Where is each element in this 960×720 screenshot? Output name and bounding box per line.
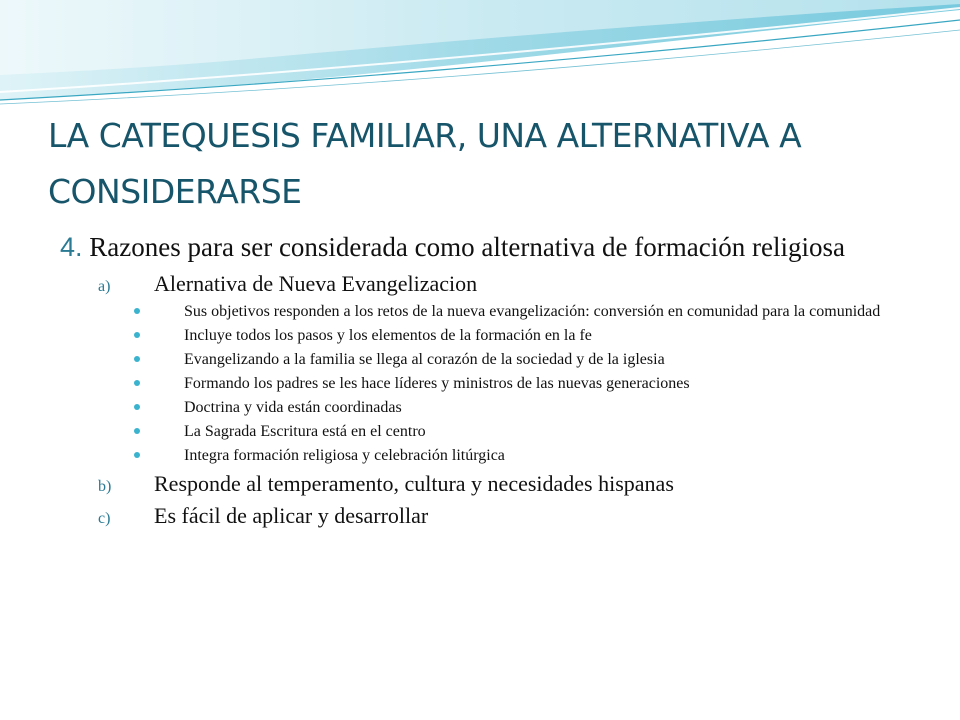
list-item: Evangelizando a la familia se llega al corazón de la sociedad y de la iglesia <box>132 351 955 368</box>
bullet-dot-icon <box>134 332 140 338</box>
bullet-dot-icon <box>134 308 140 314</box>
sub-item-b <box>60 471 955 497</box>
slide-body <box>60 232 955 529</box>
bullet-dot-icon <box>134 404 140 410</box>
list-item: Incluye todos los pasos y los elementos de la formación en la fe <box>132 327 955 344</box>
sub-item-c <box>60 503 955 529</box>
point-number: 4. <box>60 232 83 262</box>
list-item: Doctrina y vida están coordinadas <box>132 399 955 416</box>
list-item: Sus objetivos responden a los retos de la nueva evangelización: conversión en comunidad para la comunidad <box>132 303 955 320</box>
list-item: La Sagrada Escritura está en el centro <box>132 423 955 440</box>
bullet-dot-icon <box>134 356 140 362</box>
bullet-dot-icon <box>134 452 140 458</box>
header-wave-decoration <box>0 0 960 110</box>
sub-letter-b: b) <box>98 478 112 495</box>
sub-item-a <box>60 271 955 297</box>
sub-letter-c: c) <box>98 510 111 527</box>
list-item: Integra formación religiosa y celebración litúrgica <box>132 447 955 464</box>
bullet-list <box>60 303 955 464</box>
slide-title: LA CATEQUESIS FAMILIAR, UNA ALTERNATIVA A CONSIDERARSE <box>48 116 802 211</box>
bullet-dot-icon <box>134 380 140 386</box>
bullet-dot-icon <box>134 428 140 434</box>
point-text: Razones para ser considerada como alternativa de formación religiosa <box>89 232 845 262</box>
point-4 <box>60 232 955 263</box>
sub-text-b: Responde al temperamento, cultura y necesidades hispanas <box>154 471 674 496</box>
sub-letter-a: a) <box>98 278 111 295</box>
sub-text-a: Alernativa de Nueva Evangelizacion <box>154 271 478 296</box>
list-item: Formando los padres se les hace líderes y ministros de las nuevas generaciones <box>132 375 955 392</box>
sub-text-c: Es fácil de aplicar y desarrollar <box>154 503 429 528</box>
